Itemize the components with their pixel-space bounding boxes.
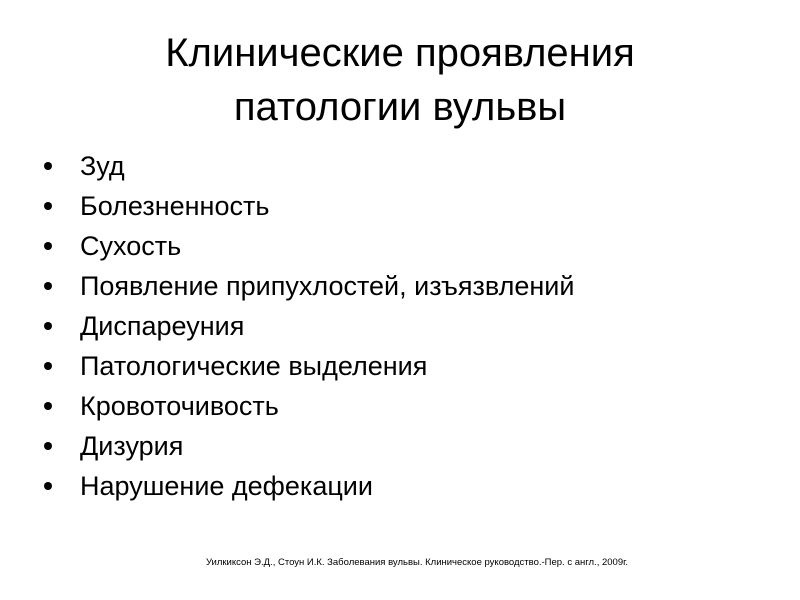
bullet-dot-icon	[44, 242, 52, 250]
slide-title	[0, 26, 800, 134]
bullet-text: Диспареуния	[80, 311, 245, 341]
bullet-dot-icon	[44, 282, 52, 290]
bullet-dot-icon	[44, 482, 52, 490]
bullet-text: Появление припухлостей, изъязвлений	[80, 271, 575, 301]
bullet-dot-icon	[44, 442, 52, 450]
slide-title-line-2: патологии вульвы	[233, 85, 567, 129]
bullet-dot-icon	[44, 322, 52, 330]
bullet-dot-icon	[44, 402, 52, 410]
slide-title-line-1: Клинические проявления	[165, 31, 635, 75]
bullet-text: Нарушение дефекации	[80, 471, 373, 501]
bullet-dot-icon	[44, 362, 52, 370]
bullet-text: Болезненность	[80, 191, 270, 221]
source-citation: Уилкиксон Э.Д., Стоун И.К. Заболевания вульвы. Клиническое руководство.-Пер. с англ., 2009г.	[205, 557, 629, 568]
bullet-text: Патологические выделения	[80, 351, 428, 381]
bullet-dot-icon	[44, 162, 52, 170]
bullet-text: Зуд	[80, 151, 125, 181]
bullet-text: Дизурия	[80, 431, 184, 461]
bullet-text: Сухость	[80, 231, 182, 261]
bullet-dot-icon	[44, 202, 52, 210]
bullet-text: Кровоточивость	[80, 391, 279, 421]
